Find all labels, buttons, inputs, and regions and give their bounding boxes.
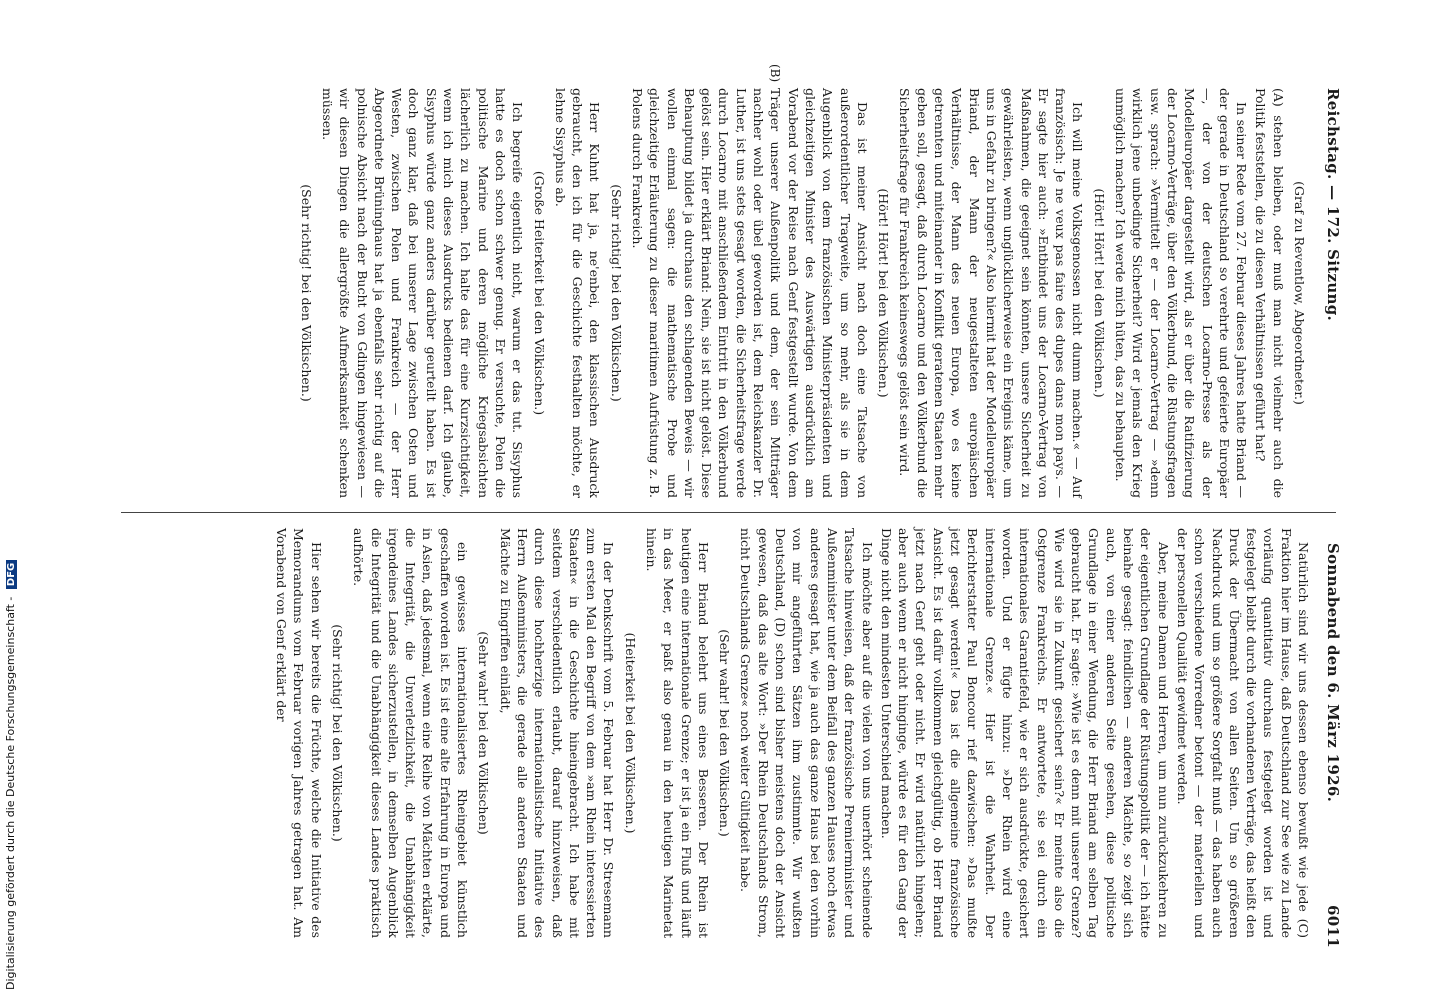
interjection: (Sehr richtig! bei den Völkischen.)	[329, 624, 345, 842]
header-date: Sonnabend den 6. März 1926.	[1324, 543, 1342, 803]
page-number: 6011	[1324, 905, 1342, 948]
interjection: (Sehr richtig! bei den Völkischen.)	[298, 184, 314, 402]
paragraph: In der Denkschrift vom 5. Februar hat Herr Dr. Stresemann zum ersten Mal den Begriff von dem »am Rhein interessierten Staaten« in die Geschichte hineingebracht. Ich habe mit seitdem verschiedentlich erlaubt, darauf hinzuweisen, daß durch diese hochherzige internationalistische Initiative des Herrn Außenministers, die gerade alle anderen Staaten und Mächte zu Eingriffen einlädt,	[497, 528, 617, 938]
paragraph: Das ist meiner Ansicht nach doch eine Tatsache von außerordentlicher Tragweite, um so mehr, als sie in dem Augenblick von dem französischen Ministerpräsidenten und gleichzeitigen Minister des Auswärtigen ausdrücklich am Vorabend vor der Reise nach Genf festgestellt wurde. Von dem Träger unserer Außenpolitik und dem, der sein Mitträger nachher wohl oder übel geworden ist, dem Reichskanzler Dr. Luther, ist uns stets gesagt worden, die Sicherheitsfrage werde durch Locarno mit anschließendem Eintritt in den Völkerbund gelöst sein. Hier erklärt Briand: Nein, sie ist nicht gelöst. Diese Behauptung bildet ja durchaus den schlagenden Beweis — wir wollen einmal sagen: die mathematische Probe und gleichzeitige Erläuterung zu dieser maritimen Aufrüstung z. B. Polens durch Frankreich.	[630, 88, 870, 498]
left-column	[293, 88, 1312, 498]
interjection: (Sehr wahr! bei den Völkischen)	[476, 631, 492, 835]
speaker-line: (Graf zu Reventlow, Abgeordneter.)	[1292, 181, 1307, 405]
column-divider	[121, 512, 1336, 513]
dfg-logo: DFG	[6, 560, 17, 589]
interjection: (Hört! Hört! bei den Völkischen.)	[1091, 188, 1107, 398]
credit-text: Digitalisierung gefördert durch die Deutsche Forschungsgemeinschaft -	[4, 596, 17, 990]
paragraph: Herr Briand belehrt uns eines Besseren. Der Rhein ist heutigen eine internationale Grenze; er ist ja ein Fluß und läuft in das Meer, er paßt also genau in den heutigen Marinetat hinein.	[644, 528, 711, 938]
interjection: (Heiterkeit bei den Völkischen.)	[622, 632, 638, 834]
paragraph: Ich begreife eigentlich nicht, warum er das tut. Sisyphus hatte es doch schon schwer genug. Er versuchte, Polen die politische Marine und deren mögliche Kriegsabsichten lächerlich zu machen. Ich halte das für eine Kurzsichtigkeit, wenn ich mich dieses Ausdrucks bedienen darf. Ich glaube, Sisyphus würde ganz anders darüber geurteilt haben. Es ist doch ganz klar, daß bei unserer Lage zwischen Osten und Westen, zwischen Polen und Frankreich — der Herr Abgeordnete Brüninghaus hat ja ebenfalls sehr richtig auf die polnische Absicht nach der Bucht von Gdingen hingewiesen — wir diesen Dingen die allergrößte Aufmerksamkeit schenken müssen.	[319, 88, 526, 498]
interjection: (Sehr wahr! bei den Völkischen.)	[717, 629, 733, 837]
interjection: (Sehr richtig! bei den Völkischen.)	[608, 184, 624, 402]
paragraph: Ich will meine Volksgenossen nicht dumm machen.« — Auf französisch: Je ne veux pas faire des dupes dans mon pays. — Er sagte hier auch: »Entbindet uns der Locarno-Vertrag von Maßnahmen, die geeignet sein könnten, unsere Sicherheit zu gewährleisten, wenn unglücklicherweise ein Ereignis käme, um uns in Gefahr zu bringen?« Also hiermit hat der Modelleuropäer Briand, der Mann der neugestalteten europäischen Verhältnisse, der Mann des neuen Europa, wo es keine getrennten und miteinander in Konflikt geratenen Staaten mehr geben soll, gesagt, daß durch Locarno und den Völkerbund die Sicherheitsfrage für Frankreich keineswegs gelöst sein wird.	[897, 88, 1086, 498]
paragraph: ein gewisses internationalisiertes Rheingebiet künstlich geschaffen worden ist. Es ist eine alte Erfahrung in Europa und in Asien, daß jedesmal, wenn eine Reihe von Mächten erklärte, die Integrität, die Unverletzlichkeit, die Unabhängigkeit irgendeines Landes sicherzustellen, in demselben Augenblick die Integrität und die Unabhängigkeit dieses Landes praktisch aufhörte.	[351, 528, 471, 938]
paragraph: Hier sehen wir bereits die Früchte, welche die Initiative des Memorandums vom Februar vorigen Jahres getragen hat. Am Vorabend von Genf erklärt der	[274, 528, 324, 938]
paragraph: Aber, meine Damen und Herren, um nun zurückzukehren zu der eigentlichen Grundlage der Rüstungspolitik der — ich hätte beinahe gesagt: feindlichen — anderen Mächte, so zeigt sich auch, von einer anderen Seite gesehen, diese politische Grundlage in einer Wendung, die Herr Briand am selben Tag gebraucht hat. Er sagte: »Wie ist es denn mit unserer Grenze? Wie wird sie in Zukunft gesichert sein?« Er meinte also die Ostgrenze Frankreichs. Er antwortete, sie sei durch ein internationales Garantiefeld, wie er sich ausdrückte, gesichert worden. Und er fügte hinzu: »Der Rhein wird eine internationale Grenze.« Hier ist die Wahrheit. Der Berichterstatter Paul Boncour rief dazwischen: »Das mußte jetzt gesagt werden!« Das ist die allgemeine französische Ansicht. Es ist dafür vollkommen gleichgültig, ob Herr Briand jetzt nach Genf geht oder nicht. Er wird natürlich hingehen; aber auch wenn er nicht hinginge, würde es für den Gang der Dinge nicht den mindesten Unterschied machen.	[878, 528, 1171, 938]
right-column	[271, 528, 1312, 938]
digitization-credit	[4, 560, 17, 990]
interjection: (Hört! Hört! bei den Völkischen.)	[876, 188, 892, 398]
paragraph: Ich möchte aber auf die vielen von uns unerhört scheinende Tatsache hinweisen, daß der französische Premierminister und Außenminister unter dem Beifall des ganzen Hauses noch etwas anderes gesagt hat, wie ja auch das ganze Haus bei den vorhin von mir angeführten Sätzen ihm zustimmte. Wir wußten Deutschland, (D) schon sind bisher meistens doch der Ansicht gewesen, daß das alte Wort: »Der Rhein Deutschlands Strom, nicht Deutschlands Grenze« noch weiter Gültigkeit habe.	[738, 528, 875, 938]
page-header	[1318, 88, 1342, 948]
paragraph: Natürlich sind wir uns dessen ebenso bewußt wie jede (C) Fraktion hier im Hause, daß Deutschland zur See wie zu Lande vorläufig quantitativ durchaus festgelegt worden ist und festgelegt bleibt durch die vorhandenen Verträge, das heißt den Druck der Übermacht von allen Seiten. Um so größeren Nachdruck und um so größere Sorgfalt muß — das haben auch schon verschiedene Vorredner betont — der materiellen und der personellen Qualität gewidmet werden.	[1174, 528, 1311, 938]
paragraph: (A) stehen bleiben, oder muß man nicht vielmehr auch die Politik feststellen, die zu diesen Verhältnissen geführt hat?	[1253, 88, 1286, 498]
interjection: (Große Heiterkeit bei den Völkischen.)	[531, 170, 547, 416]
page-content	[92, 64, 1342, 948]
paragraph: Herr Kuhnt hat ja, ne'enbei, den klassischen Ausdruck gebraucht, den ich für die Geschichte festhalten möchte, er lehne Sisyphus ab.	[552, 88, 603, 498]
margin-marker-b: (B)	[768, 64, 782, 83]
paragraph: In seiner Rede vom 27. Februar dieses Jahres hatte Briand — der gerade in Deutschland so verehrte und gefeierte Europäer —, der von der deutschen Locarno-Presse als der Modelleuropäer dargestellt wird, als er über die Ratifizierung der Locarno-Verträge, über den Völkerbund, die Rüstungsfragen usw. sprach: »Vermittelt er — der Locarno-Vertrag — »denn wirklich jene unbedingte Sicherheit? Wird er jemals den Krieg unmöglich machen? Ich werde mich hüten, das zu behaupten.	[1113, 88, 1250, 498]
header-reichstag: Reichstag. — 172. Sitzung.	[1324, 88, 1342, 322]
